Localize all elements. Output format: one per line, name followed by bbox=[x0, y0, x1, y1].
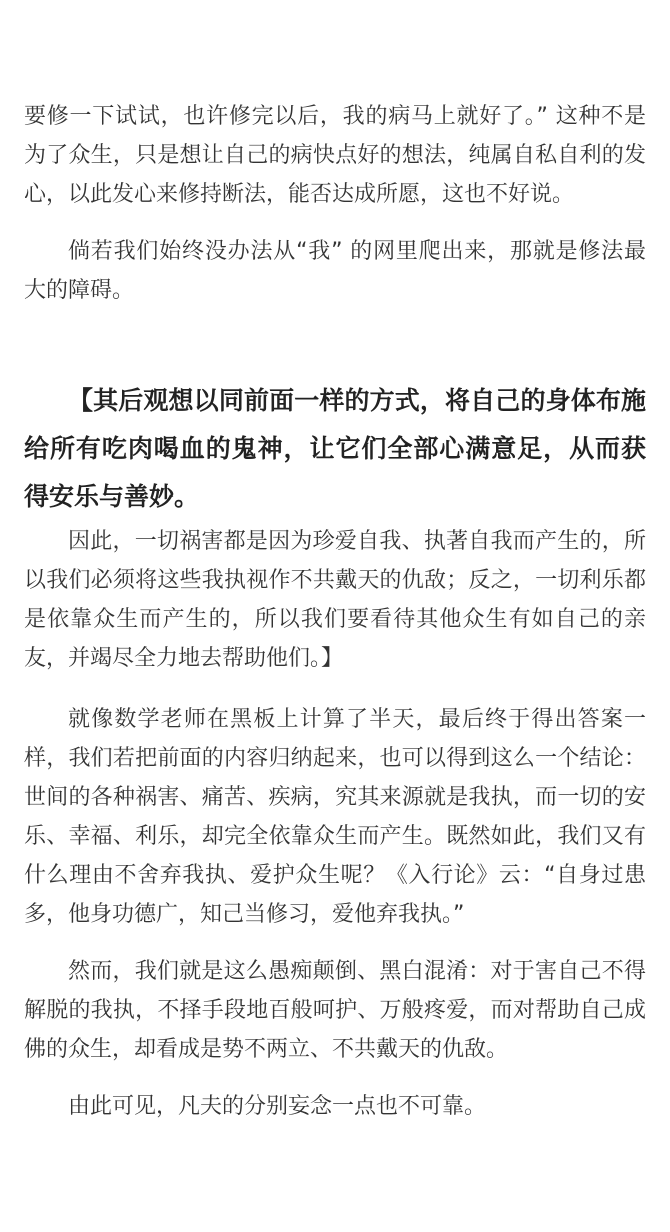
quoted-verse-paragraph: 【其后观想以同前面一样的方式，将自己的身体布施给所有吃肉喝血的鬼神，让它们全部心满意足，从而获得安乐与善妙。 bbox=[24, 386, 646, 511]
paragraph-1: 要修一下试试，也许修完以后，我的病马上就好了。” 这种不是为了众生，只是想让自己的病快点好的想法，纯属自私自利的发心，以此发心来修持断法，能否达成所愿，这也不好说。 bbox=[24, 104, 646, 207]
paragraph-6: 然而，我们就是这么愚痴颠倒、黑白混淆：对于害自己不得解脱的我执，不择手段地百般呵护、万般疼爱，而对帮助自己成佛的众生，却看成是势不两立、不共戴天的仇敌。 bbox=[24, 959, 646, 1062]
paragraph-5: 就像数学老师在黑板上计算了半天，最后终于得出答案一样，我们若把前面的内容归纳起来，也可以得到这么一个结论：世间的各种祸害、痛苦、疾病，究其来源就是我执，而一切的安乐、幸福、利乐，却完全依靠众生而产生。既然如此，我们又有什么理由不舍弃我执、爱护众生呢？《入行论》云：“自身过患多，他身功德广，知己当修习，爱他弃我执。” bbox=[24, 707, 646, 927]
paragraph-7: 由此可见，凡夫的分别妄念一点也不可靠。 bbox=[68, 1094, 487, 1119]
paragraph-2: 倘若我们始终没办法从“我” 的网里爬出来，那就是修法最大的障碍。 bbox=[24, 239, 646, 303]
paragraph-4: 因此，一切祸害都是因为珍爱自我、执著自我而产生的，所以我们必须将这些我执视作不共戴天的仇敌；反之，一切利乐都是依靠众生而产生的，所以我们要看待其他众生有如自己的亲友，并竭尽全力地去帮助他们。】 bbox=[24, 529, 646, 671]
